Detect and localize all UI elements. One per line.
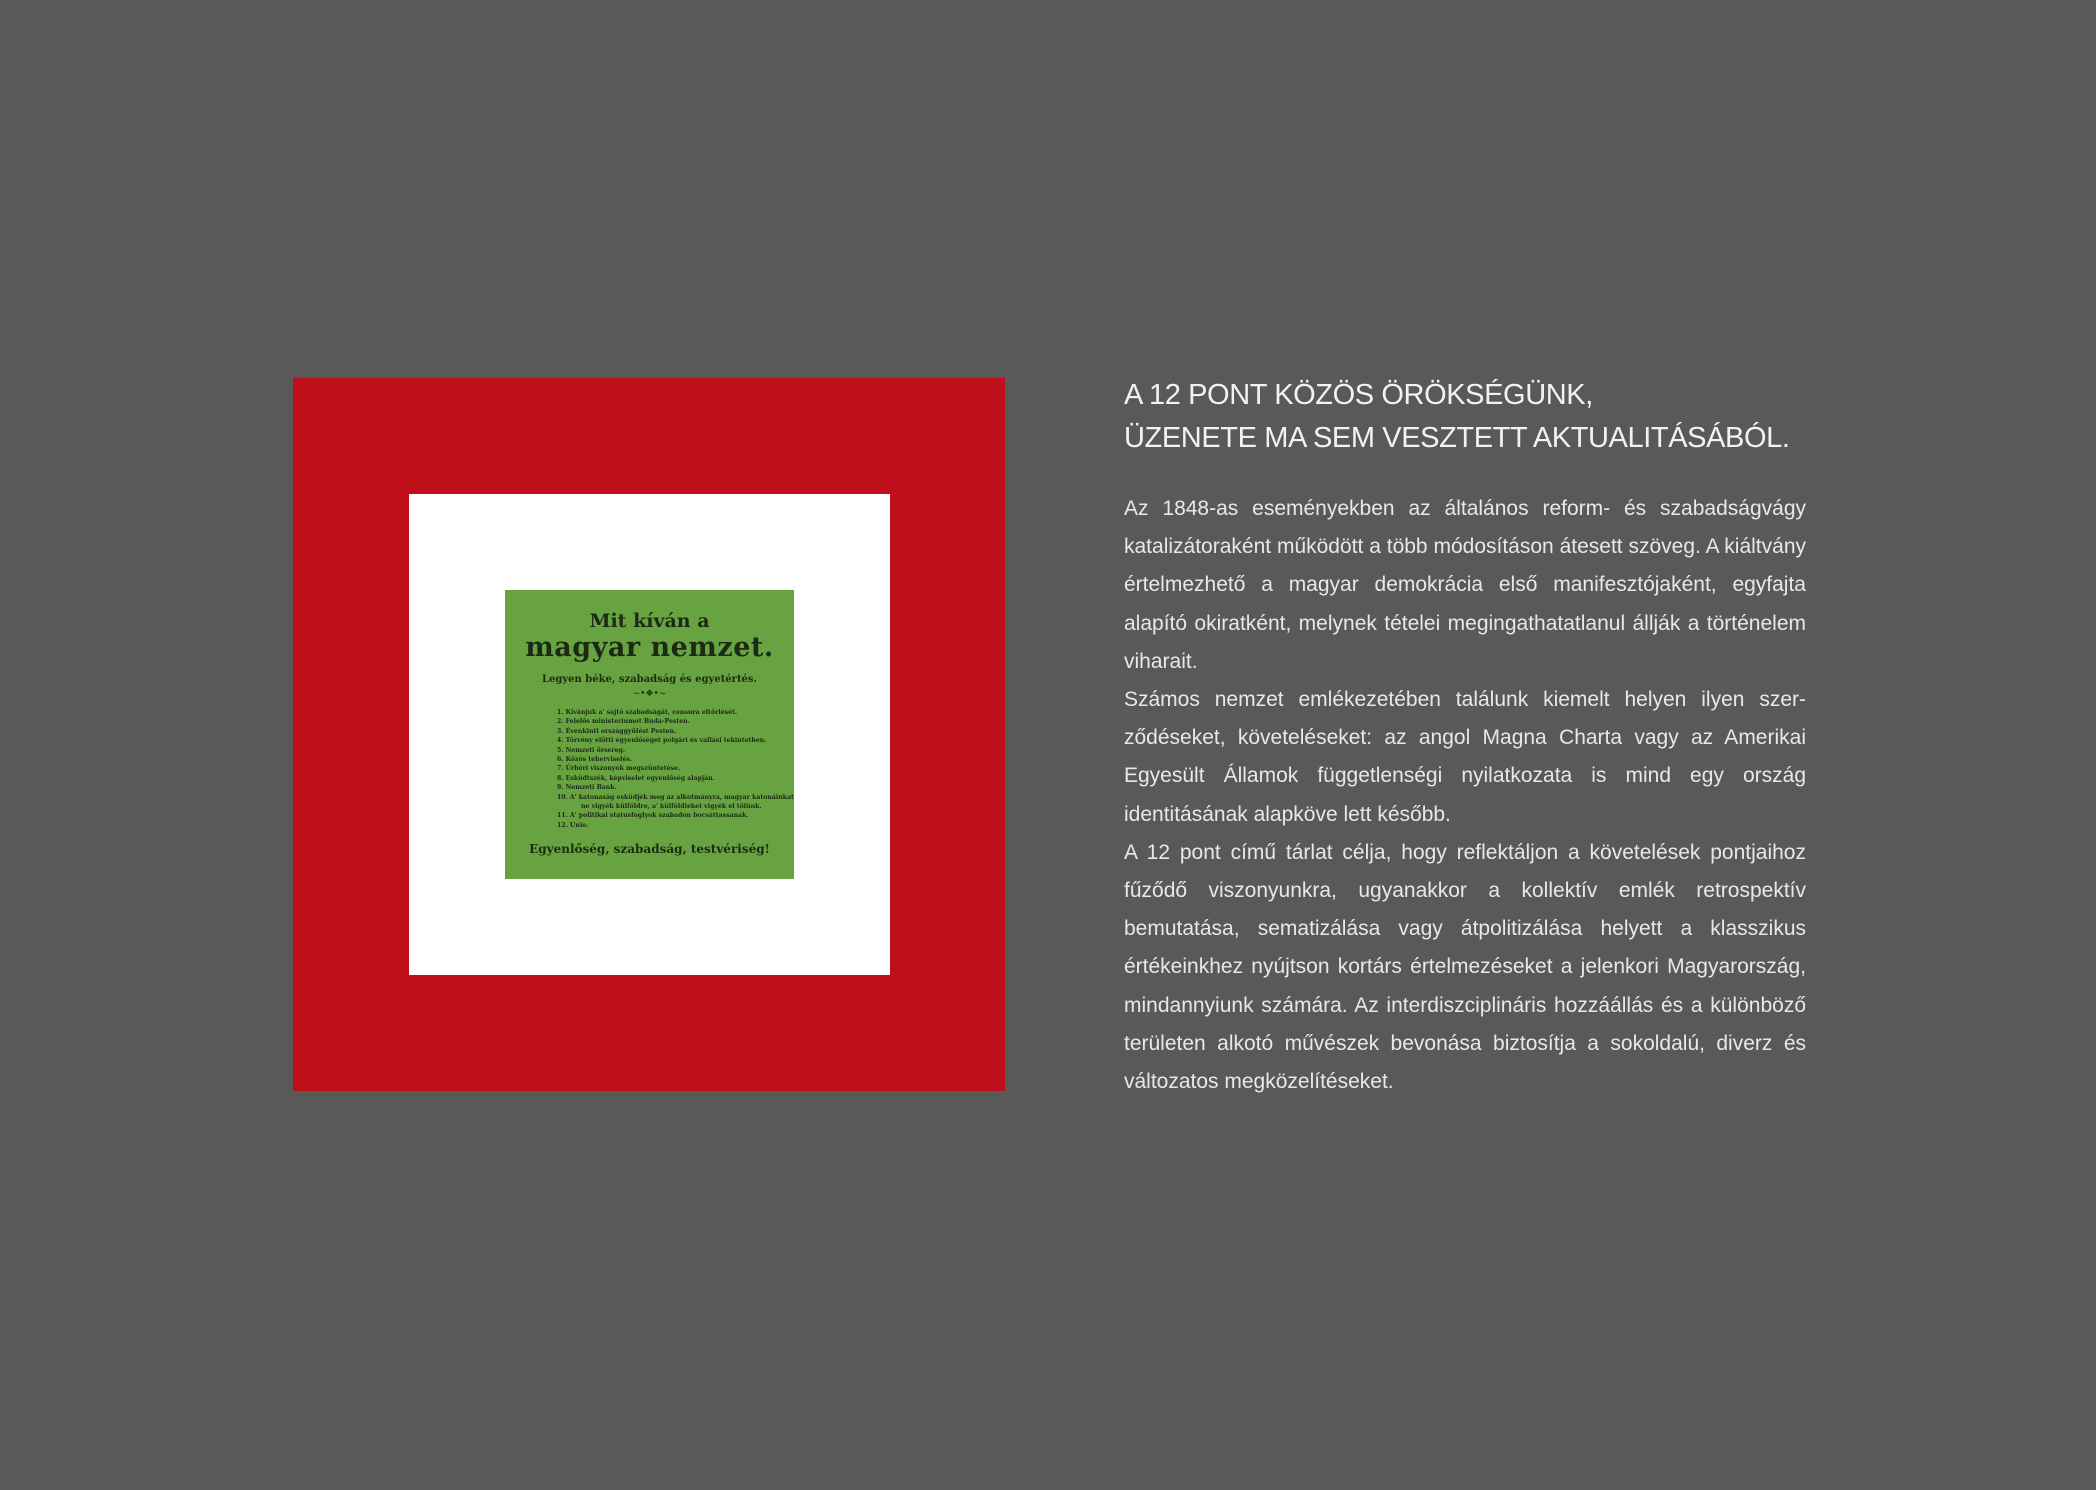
proclamation-point: 7. Úrbéri viszonyok megszüntetése. [557, 765, 680, 773]
proclamation-point: 3. Évenkinti országgyűlést Pesten. [557, 727, 677, 735]
proclamation-point: ne vigyék külföldre, a' külföldieket vigyék el tőlünk. [581, 803, 762, 811]
proclamation-title-line2: magyar nemzet. [525, 632, 774, 663]
proclamation-point: 1. Kívánjuk a' sajtó szabadságát, censura eltörlését. [557, 709, 738, 716]
proclamation-footer: Egyenlőség, szabadság, testvériség! [529, 842, 770, 856]
twelve-points-proclamation-image [505, 590, 794, 879]
proclamation-point: 11. A' politikai statusfoglyok szabadon bocsáttassanak. [557, 812, 749, 820]
proclamation-title-line1: Mit kíván a [589, 610, 710, 632]
proclamation-point: 10. A' katonaság esküdjék meg az alkotmányra, magyar katonáinkat [557, 793, 794, 801]
proclamation-point: 2. Felelős ministeriumot Buda-Pesten. [557, 718, 690, 726]
paragraph-1: Az 1848-as eseményekben az általános reform- és szabadságvágy katalizátoraként működött a több módosításon átesett szöveg. A kiáltvány értelmezhető a magyar demokrácia első manifesztójaként, egyfajta alapító okiratként, melynek tételei megingathatatlanul állják a történelem viharait. [1124, 497, 1806, 673]
proclamation-motto: Legyen béke, szabadság és egyetértés. [541, 674, 758, 685]
proclamation-point: 9. Nemzeti Bank. [557, 784, 617, 792]
paragraph-3: A 12 pont című tárlat célja, hogy reflektáljon a követelések pontjaihoz fűződő viszonyunkra, ugyanakkor a kollektív emlék retrospektív bemutatása, sematizálása vagy átpolitizálása helyett a klasszikus értékeinkhez nyújtson kortárs értelmezéseket a jelenkori Magyarország, mindannyiunk számára. Az interdiszciplináris hozzáállás és a különböző területen alkotó művészek bevonása biztosítja a sokoldalú, diverz és változatos megközelítéseket. [1124, 840, 1806, 1094]
heading-line-2: ÜZENETE MA SEM VESZTETT AKTUALITÁSÁBÓL. [1124, 422, 1790, 454]
proclamation-point: 4. Törvény előtti egyenlőséget polgári és vallási tekintetben. [557, 737, 767, 745]
proclamation-point: 5. Nemzeti őrsereg. [557, 746, 626, 754]
page-heading [1124, 374, 1790, 460]
body-text [1124, 490, 1806, 1101]
paragraph-2: Számos nemzet emlékezetében találunk kiemelt helyen ilyen szerződéseket, követeléseket: az angol Magna Charta vagy az Amerikai Egyesült Államok függetlenségi nyilatkozata is mind egy ország identitásának alapköve lett később. [1124, 688, 1806, 826]
proclamation-point: 6. Közös teherviselés. [557, 756, 633, 764]
proclamation-point: 12. Unio. [557, 821, 589, 829]
proclamation-points-list [557, 708, 794, 830]
proclamation-point: 8. Esküdtszék, képviselet egyenlőség alapján. [557, 774, 715, 782]
heading-line-1: A 12 PONT KÖZÖS ÖRÖKSÉGÜNK, [1124, 379, 1593, 411]
ornament-divider-icon: ~•❖•~ [632, 689, 667, 699]
